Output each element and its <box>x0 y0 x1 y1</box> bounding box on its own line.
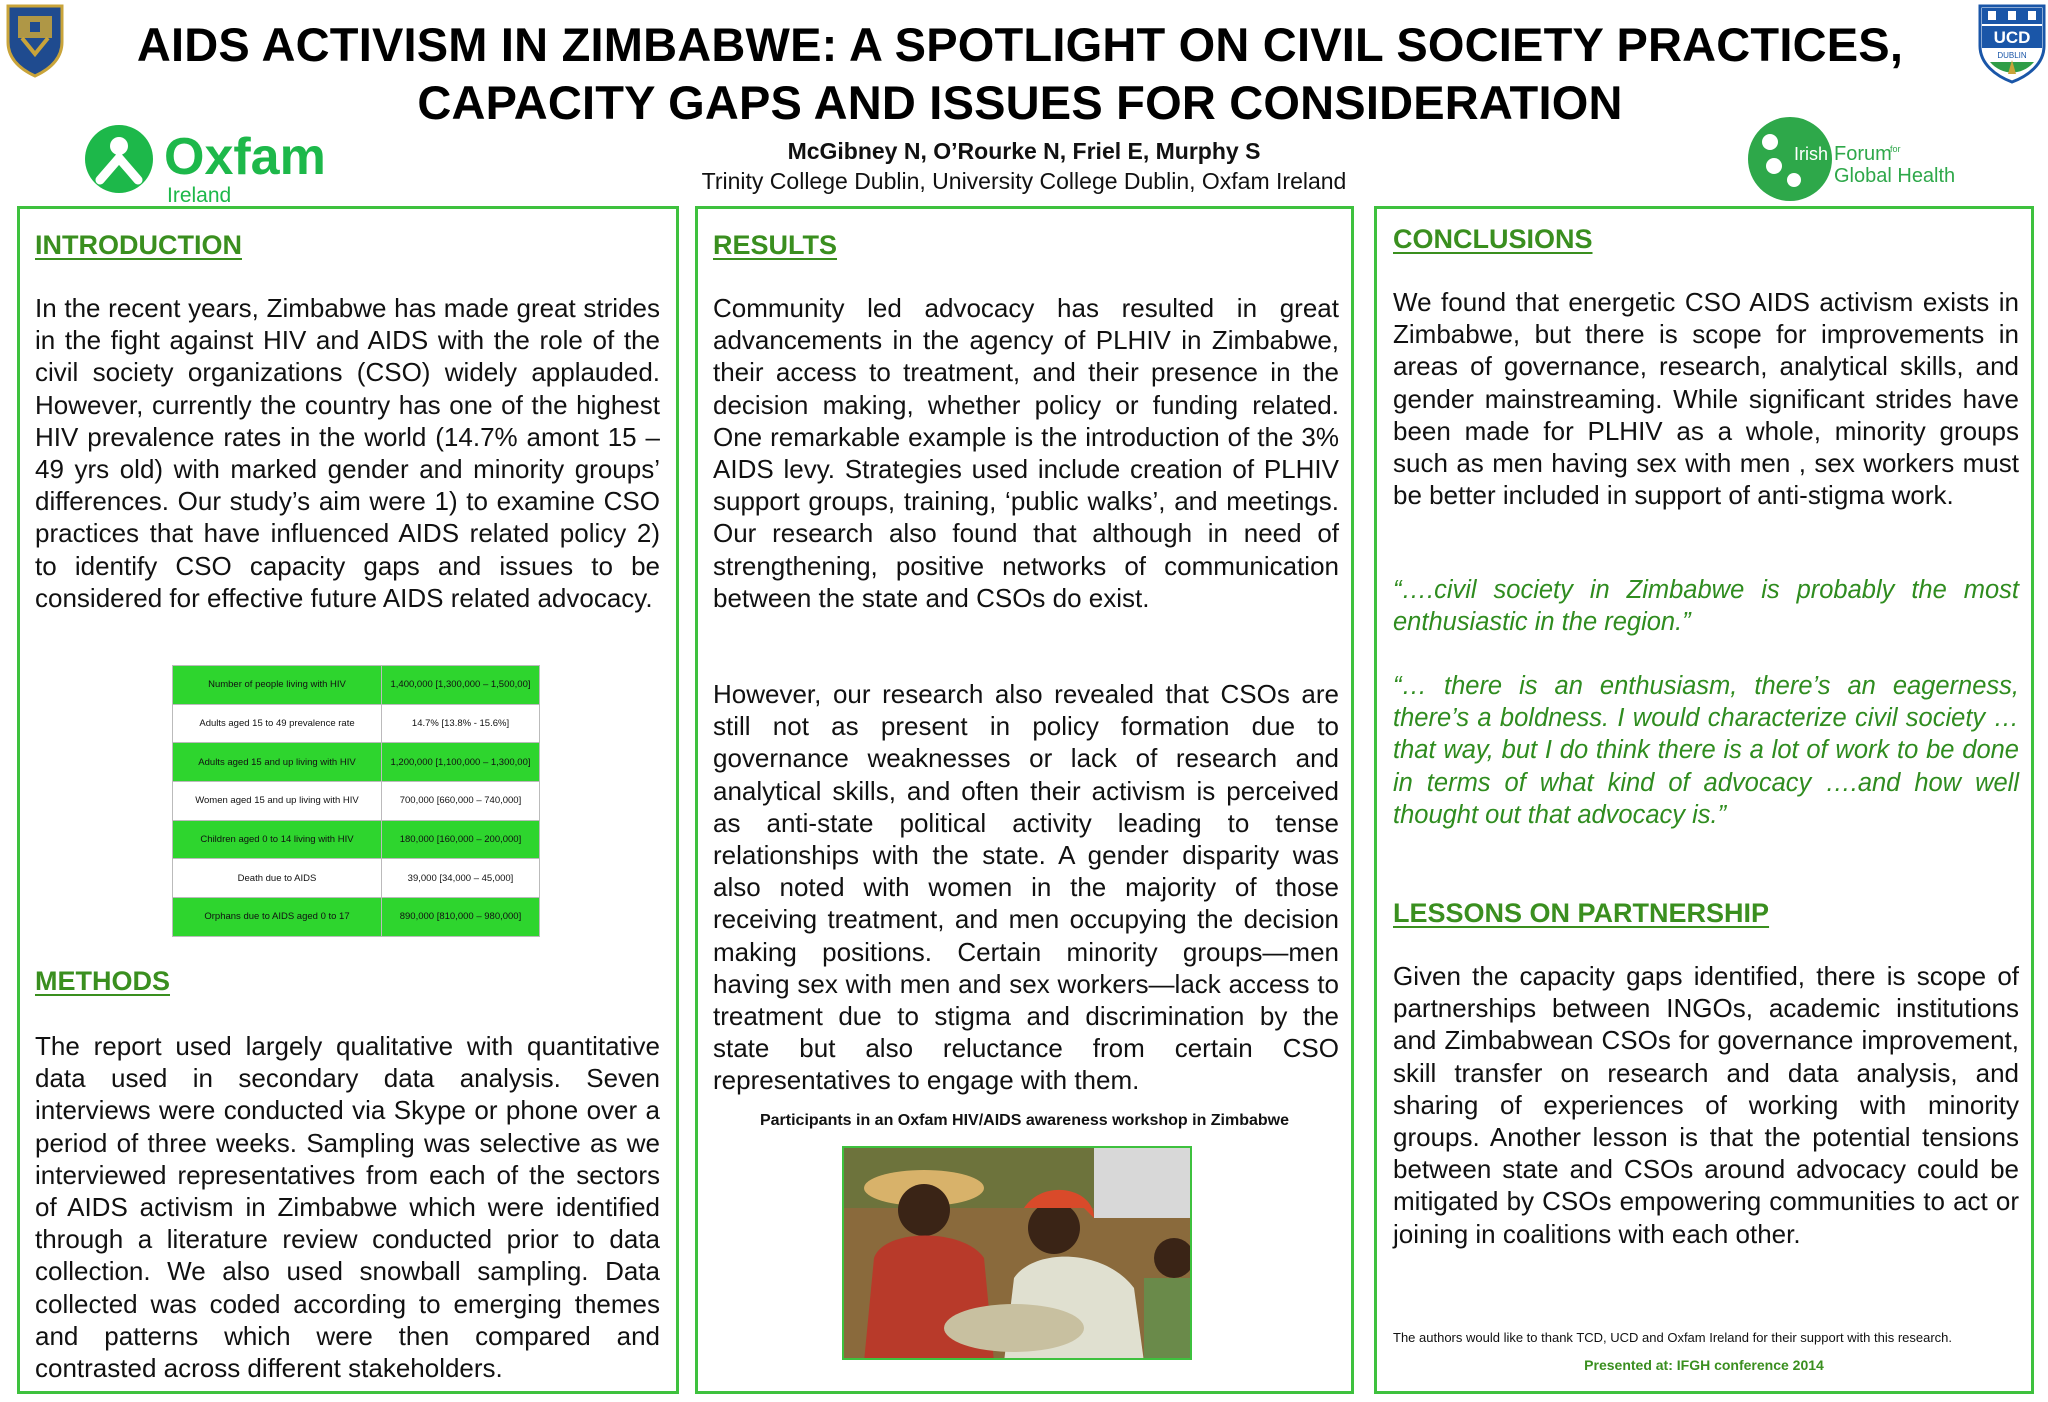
results-heading: RESULTS <box>713 230 838 260</box>
hiv-statistics-table <box>172 665 540 937</box>
lessons-text: Given the capacity gaps identified, there is scope of partnerships between INGOs, academic institutions and Zimbabwean CSOs for governance improvement, skill transfer on research and data analysis, and sharing of experiences of working with minority groups. Another lesson is that the potential tensions between state and CSOs around advocacy could be mitigated by CSOs empowering communities to act or joining in coalitions with each other. <box>1393 961 2019 1249</box>
table-cell-label: Adults aged 15 and up living with HIV <box>173 743 382 782</box>
lessons-heading: LESSONS ON PARTNERSHIP <box>1393 898 1770 928</box>
table-cell-value: 180,000 [160,000 – 200,000] <box>382 820 540 859</box>
acknowledgement: The authors would like to thank TCD, UCD and Oxfam Ireland for their support with this research. <box>1393 1330 1953 1345</box>
table-cell-label: Children aged 0 to 14 living with HIV <box>173 820 382 859</box>
table-cell-value: 1,200,000 [1,100,000 – 1,300,00] <box>382 743 540 782</box>
table-row <box>173 666 540 705</box>
table-cell-label: Orphans due to AIDS aged 0 to 17 <box>173 898 382 937</box>
table-cell-value: 39,000 [34,000 – 45,000] <box>382 859 540 898</box>
ucd-text: UCD <box>1993 28 2031 47</box>
affiliations: Trinity College Dublin, University College Dublin, Oxfam Ireland <box>701 168 1347 194</box>
conclusions-text: We found that energetic CSO AIDS activism exists in Zimbabwe, but there is scope for improvements in areas of governance, research, analytical skills, and gender mainstreaming. While significant strides have been made for PLHIV as a whole, minority groups such as men having sex with men , sex workers must be better included in support of anti-stigma work. <box>1393 287 2019 511</box>
table-cell-value: 890,000 [810,000 – 980,000] <box>382 898 540 937</box>
ifgh-global: Global Health <box>1834 165 1956 187</box>
quote-2: “… there is an enthusiasm, there’s an eagerness, there’s a boldness. I would characterize civil society … that way, but I do think there is a lot of work to be done in terms of what kind of advocacy ….and how well thought out that advocacy is.” <box>1393 672 2019 829</box>
results-paragraph-2: However, our research also revealed that CSOs are still not as present in policy formation due to governance weaknesses or lack of research and analytical skills, and often their activism is perceived as anti-state political activity leading to tense relationships with the state. A gender disparity was also noted with women in the majority of those receiving treatment, and men occupying the decision making positions. Certain minority groups—men having sex with men and sex workers—lack access to treatment due to stigma and discrimination by the state but also reluctance from certain CSO representatives to engage with them. <box>713 679 1339 1096</box>
tcd-crest-logo <box>4 2 66 78</box>
ifgh-for: for <box>1890 144 1901 154</box>
poster-title <box>80 16 1960 132</box>
table-cell-value: 14.7% [13.8% - 15.6%] <box>382 704 540 743</box>
authors: McGibney N, O’Rourke N, Friel E, Murphy S <box>787 138 1261 164</box>
quote-1: “….civil society in Zimbabwe is probably the most enthusiastic in the region.” <box>1393 576 2019 637</box>
table-row <box>173 898 540 937</box>
table-cell-label: Women aged 15 and up living with HIV <box>173 782 382 821</box>
oxfam-sub: Ireland <box>167 184 232 204</box>
table-row <box>173 704 540 743</box>
ucd-sub-text: DUBLIN <box>1997 51 2027 60</box>
table-cell-label: Death due to AIDS <box>173 859 382 898</box>
results-paragraph-1: Community led advocacy has resulted in great advancements in the agency of PLHIV in Zimbabwe, their access to treatment, and their presence in the decision making, whether policy or funding related. One remarkable example is the introduction of the 3% AIDS levy. Strategies used include creation of PLHIV support groups, training, ‘public walks’, and meetings. Our research also found that although in need of strengthening, positive networks of communication between the state and CSOs do exist. <box>713 293 1339 613</box>
introduction-heading: INTRODUCTION <box>35 230 242 260</box>
title-line-1: AIDS ACTIVISM IN ZIMBABWE: A SPOTLIGHT ON CIVIL SOCIETY PRACTICES, <box>136 18 1904 71</box>
conclusions-heading: CONCLUSIONS <box>1393 224 1593 254</box>
table-cell-value: 700,000 [660,000 – 740,000] <box>382 782 540 821</box>
ucd-crest-logo <box>1976 2 2048 84</box>
table-row <box>173 782 540 821</box>
title-line-2: CAPACITY GAPS AND ISSUES FOR CONSIDERATION <box>417 76 1623 129</box>
ifgh-forum: Forum <box>1834 143 1892 165</box>
oxfam-name: Oxfam <box>164 128 326 186</box>
table-cell-label: Number of people living with HIV <box>173 666 382 705</box>
ifgh-irish: Irish <box>1794 144 1829 164</box>
methods-text: The report used largely qualitative with quantitative data used in secondary data analysis. Seven interviews were conducted via Skype or phone over a period of three weeks. Sampling was selective as we interviewed representatives from each of the sectors of AIDS activism in Zimbabwe which were identified through a literature review conducted prior to data collection. We also used snowball sampling. Data collected was coded according to emerging themes and patterns which were then compared and contrasted across different stakeholders. <box>35 1031 660 1384</box>
presented-at: Presented at: IFGH conference 2014 <box>1584 1357 1824 1373</box>
table-cell-label: Adults aged 15 to 49 prevalence rate <box>173 704 382 743</box>
table-row <box>173 859 540 898</box>
table-row <box>173 743 540 782</box>
introduction-text: In the recent years, Zimbabwe has made great strides in the fight against HIV and AIDS with the role of the civil society organizations (CSO) widely applauded. However, currently the country has one of the highest HIV prevalence rates in the world (14.7% amont 15 – 49 yrs old) with marked gender and minority groups’ differences. Our study’s aim were 1) to examine CSO practices that have influenced AIDS related policy 2) to identify CSO capacity gaps and issues to be considered for effective future AIDS related advocacy. <box>35 293 660 613</box>
table-cell-value: 1,400,000 [1,300,000 – 1,500,00] <box>382 666 540 705</box>
table-row <box>173 820 540 859</box>
methods-heading: METHODS <box>35 966 170 996</box>
workshop-photo <box>842 1146 1192 1360</box>
photo-caption: Participants in an Oxfam HIV/AIDS awareness workshop in Zimbabwe <box>759 1112 1290 1129</box>
